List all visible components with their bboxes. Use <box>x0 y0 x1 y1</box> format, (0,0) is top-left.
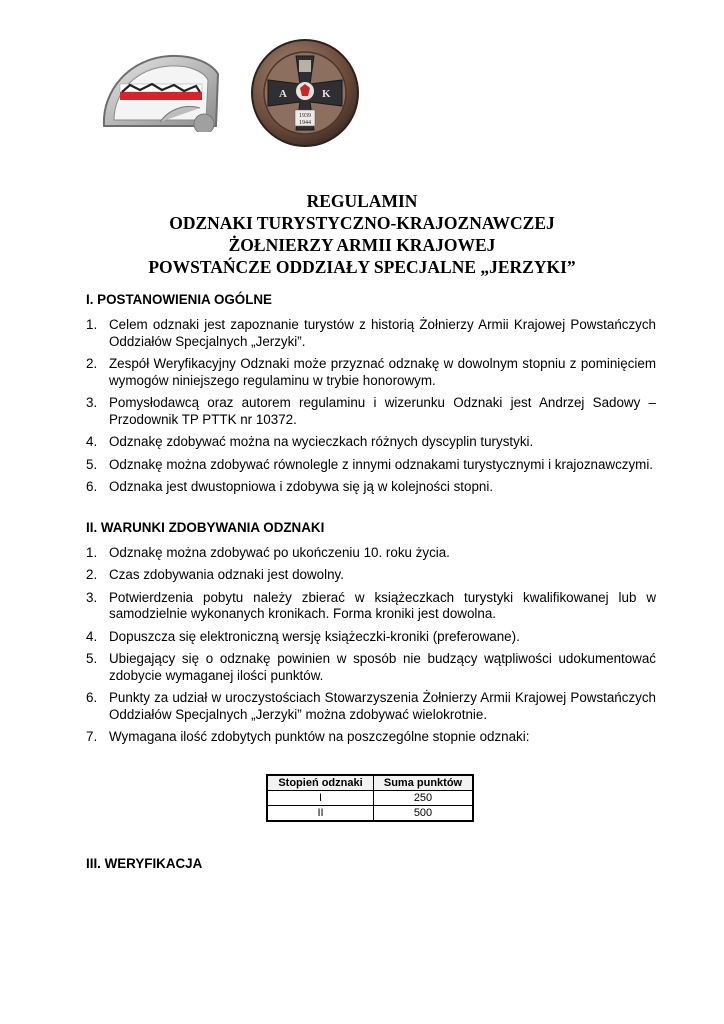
item-text: Celem odznaki jest zapoznanie turystów z historią Żołnierzy Armii Krajowej Powstańczych Oddziałów Specjalnych „Jerzyki”. <box>109 317 656 349</box>
title-line-3: ŻOŁNIERZY ARMII KRAJOWEJ <box>228 235 496 255</box>
list-item <box>86 651 656 684</box>
item-number: 5. <box>86 456 98 472</box>
table-cell: I <box>267 790 374 805</box>
table-cell: II <box>267 805 374 821</box>
section-2-list <box>86 545 656 746</box>
medal-year-end: 1944 <box>299 120 311 126</box>
medal-letter-a: A <box>279 88 287 100</box>
medal-year-start: 1939 <box>299 113 311 119</box>
section-3-heading: III. WERYFIKACJA <box>86 855 203 871</box>
medal-letter-k: K <box>322 88 331 100</box>
item-text: Zespół Weryfikacyjny Odznaki może przyznać odznakę w dowolnym stopniu z pominięciem wymogów niniejszego regulaminu w trybie honorowym. <box>109 356 656 388</box>
document-title <box>0 190 724 278</box>
item-text: Odznakę można zdobywać po ukończeniu 10. roku życia. <box>109 544 450 560</box>
ak-cross-medal-icon <box>250 38 360 148</box>
item-text: Odznakę można zdobywać równolegle z innymi odznakami turystycznymi i krajoznawczymi. <box>109 456 654 472</box>
item-number: 4. <box>86 628 98 644</box>
title-line-1: REGULAMIN <box>306 191 418 211</box>
item-number: 2. <box>86 567 98 582</box>
item-number: 3. <box>86 589 98 605</box>
table-row <box>267 805 473 821</box>
item-text: Potwierdzenia pobytu należy zbierać w książeczkach turystyki kwalifikowanej lub w samodzielnie wykonanych kronikach. Forma kroniki jest dowolna. <box>109 589 656 621</box>
points-table <box>266 774 474 822</box>
table-header-cell: Stopień odznaki <box>267 775 374 791</box>
table-header-cell: Suma punktów <box>374 775 474 791</box>
list-item <box>86 545 656 562</box>
table-row <box>267 790 473 805</box>
jerzyki-badge-icon <box>100 50 220 132</box>
section-2-heading: II. WARUNKI ZDOBYWANIA ODZNAKI <box>86 519 325 535</box>
item-text: Ubiegający się o odznakę powinien w sposób nie budzący wątpliwości udokumentować zdobycie wymaganej ilości punktów. <box>109 651 656 683</box>
title-line-2: ODZNAKI TURYSTYCZNO-KRAJOZNAWCZEJ <box>169 213 555 233</box>
list-item <box>86 457 656 474</box>
item-number: 1. <box>86 317 98 332</box>
item-number: 7. <box>86 729 98 744</box>
item-text: Czas zdobywania odznaki jest dowolny. <box>109 567 344 582</box>
list-item <box>86 629 656 646</box>
list-item <box>86 479 656 496</box>
item-text: Odznakę zdobywać można na wycieczkach różnych dyscyplin turystyki. <box>109 434 534 449</box>
section-1-heading: I. POSTANOWIENIA OGÓLNE <box>86 292 272 307</box>
table-header-row <box>267 775 473 791</box>
header-logos <box>0 0 724 170</box>
title-line-4: POWSTAŃCZE ODDZIAŁY SPECJALNE „JERZYKI” <box>148 257 576 277</box>
table-cell: 250 <box>374 790 474 805</box>
item-number: 5. <box>86 651 98 666</box>
list-item <box>86 690 656 723</box>
list-item <box>86 590 656 623</box>
item-text: Pomysłodawcą oraz autorem regulaminu i wizerunku Odznaki jest Andrzej Sadowy – Przodownik TP PTTK nr 10372. <box>109 395 656 427</box>
section-1-list <box>86 317 656 496</box>
list-item <box>86 434 656 451</box>
item-number: 4. <box>86 434 98 449</box>
list-item <box>86 356 656 389</box>
item-number: 2. <box>86 356 98 371</box>
item-number: 6. <box>86 690 98 705</box>
list-item <box>86 395 656 428</box>
item-text: Punkty za udział w uroczystościach Stowarzyszenia Żołnierzy Armii Krajowej Powstańczych Oddziałów Specjalnych „Jerzyki” można zdobywać wielokrotnie. <box>109 690 656 722</box>
item-number: 6. <box>86 479 98 494</box>
item-number: 3. <box>86 395 98 410</box>
list-item <box>86 729 656 746</box>
item-number: 1. <box>86 544 98 560</box>
list-item <box>86 317 656 350</box>
item-text: Wymagana ilość zdobytych punktów na poszczególne stopnie odznaki: <box>109 729 530 744</box>
list-item <box>86 567 656 584</box>
document-body <box>86 292 656 881</box>
item-text: Odznaka jest dwustopniowa i zdobywa się ją w kolejności stopni. <box>109 479 494 494</box>
item-text: Dopuszcza się elektroniczną wersję książeczki-kroniki (preferowane). <box>109 628 520 644</box>
table-cell: 500 <box>374 805 474 821</box>
